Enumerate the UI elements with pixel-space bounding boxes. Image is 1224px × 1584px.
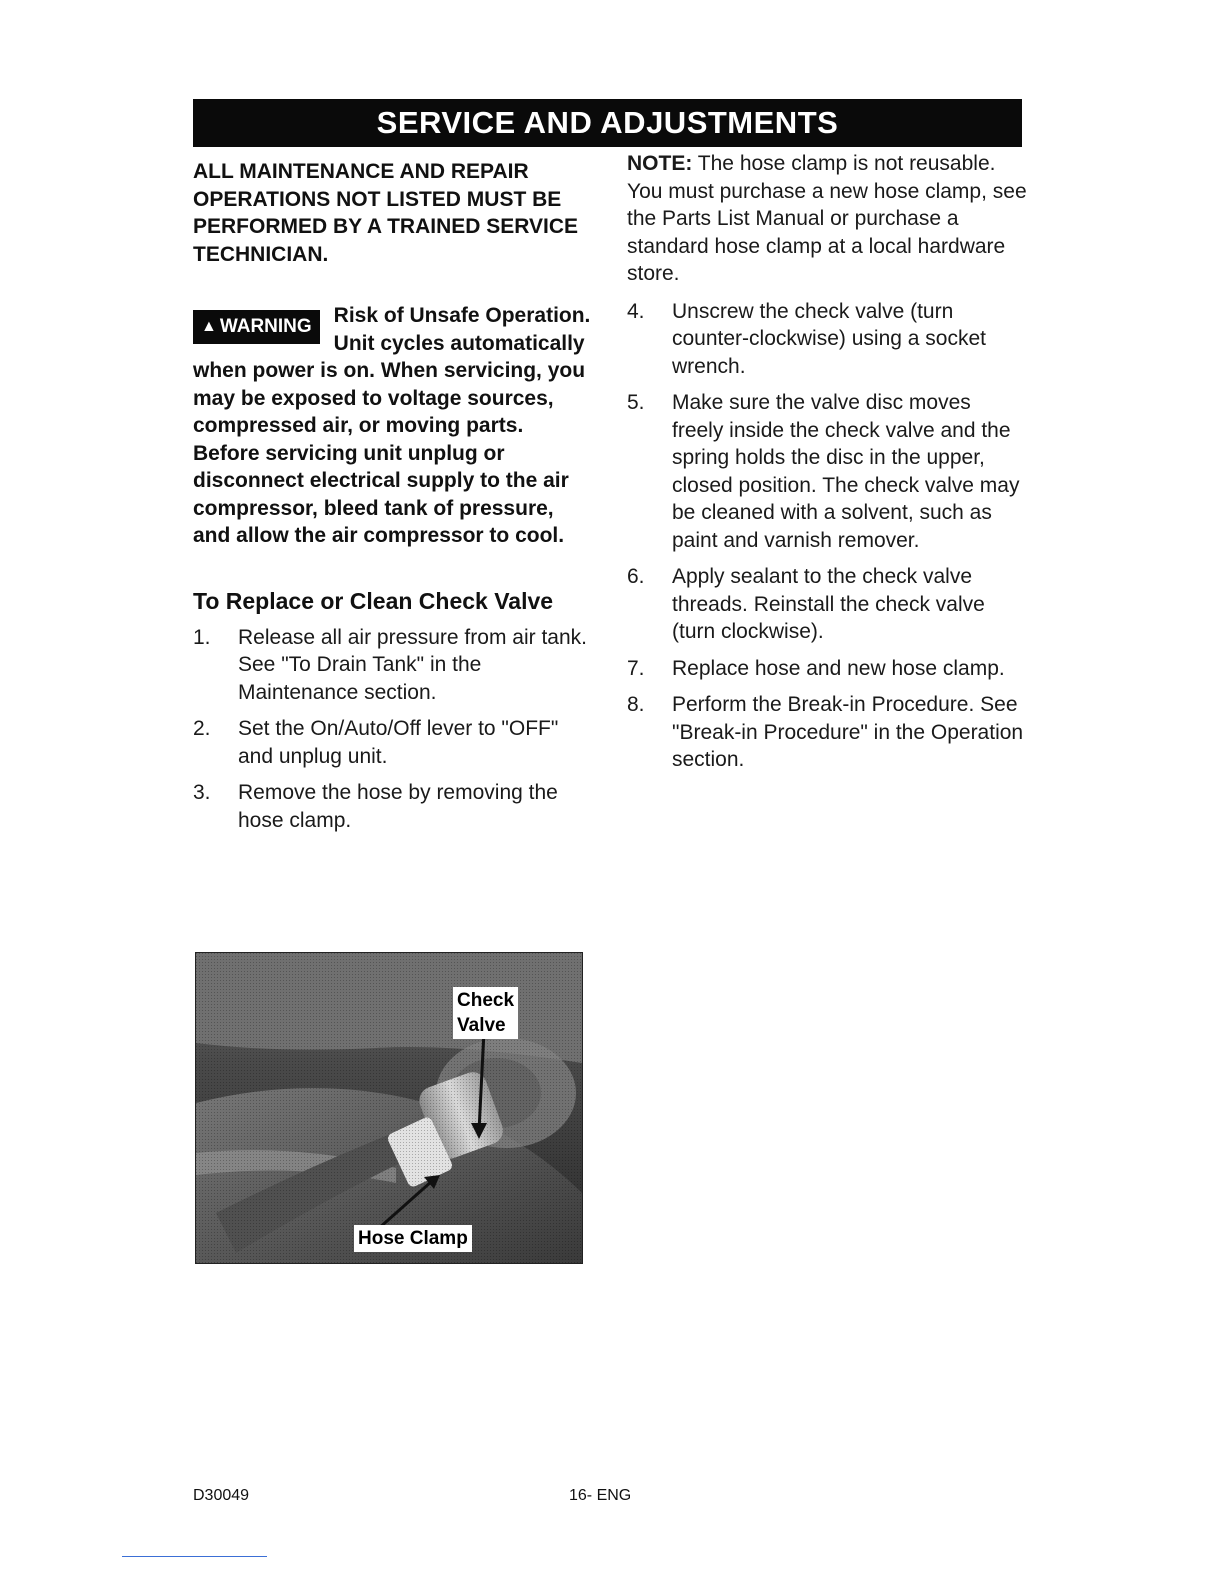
step-number: 6. xyxy=(627,565,645,588)
step-text: Remove the hose by removing the hose clamp. xyxy=(238,781,558,832)
step-item xyxy=(193,779,593,834)
check-valve-callout-line1: Check xyxy=(457,990,515,1011)
step-item xyxy=(627,298,1027,381)
steps-list-left xyxy=(193,624,593,835)
left-column xyxy=(193,158,593,843)
page-number: 16- ENG xyxy=(569,1487,632,1504)
check-valve-photo xyxy=(195,952,583,1264)
right-column xyxy=(627,150,1027,783)
document-code: D30049 xyxy=(193,1487,250,1504)
warning-triangle-icon: ▲ xyxy=(201,318,217,335)
check-valve-callout xyxy=(453,987,518,1039)
step-number: 2. xyxy=(193,717,211,740)
step-text: Unscrew the check valve (turn counter-clockwise) using a socket wrench. xyxy=(672,299,986,378)
warning-badge-label: WARNING xyxy=(219,316,312,337)
step-number: 4. xyxy=(627,299,645,323)
warning-badge xyxy=(193,310,320,344)
maintenance-notice: ALL MAINTENANCE AND REPAIR OPERATIONS NOT LISTED MUST BE PERFORMED BY A TRAINED SERVICE TECHNICIAN. xyxy=(193,160,579,266)
check-valve-callout-line2: Valve xyxy=(457,1015,506,1036)
step-text: Set the On/Auto/Off lever to "OFF" and unplug unit. xyxy=(238,717,559,768)
step-text: Replace hose and new hose clamp. xyxy=(672,656,1005,680)
step-item xyxy=(627,563,1027,646)
step-number: 1. xyxy=(193,625,211,649)
photo-illustration xyxy=(196,953,582,1263)
step-item xyxy=(627,389,1027,554)
note-label: NOTE: xyxy=(627,152,693,175)
steps-list-right xyxy=(627,298,1027,774)
step-number: 8. xyxy=(627,693,645,716)
section-title: To Replace or Clean Check Valve xyxy=(193,587,554,614)
step-item xyxy=(627,655,1027,683)
step-item xyxy=(627,691,1027,774)
step-text: Release all air pressure from air tank. See "To Drain Tank" in the Maintenance section. xyxy=(238,625,587,704)
section-banner-title: SERVICE AND ADJUSTMENTS xyxy=(376,105,839,140)
step-number: 3. xyxy=(193,781,211,804)
note-text: The hose clamp is not reusable. You must purchase a new hose clamp, see the Parts List Manual or purchase a standard hose clamp at a local hardware store. xyxy=(627,152,1027,285)
warning-text: Risk of Unsafe Operation. Unit cycles automatically when power is on. When servicing, you may be exposed to voltage sources, compressed air, or moving parts. Before servicing unit unplug or disconnect electrical supply to the air compressor, bleed tank of pressure, and allow the air compressor to cool. xyxy=(193,304,591,547)
note-paragraph xyxy=(627,150,1027,288)
warning-block xyxy=(193,302,593,550)
step-item xyxy=(193,624,593,707)
step-number: 5. xyxy=(627,391,645,414)
step-text: Perform the Break-in Procedure. See "Break-in Procedure" in the Operation section. xyxy=(672,693,1024,771)
step-item xyxy=(193,715,593,770)
hose-clamp-callout: Hose Clamp xyxy=(354,1225,472,1252)
bottom-rule xyxy=(122,1556,267,1557)
section-banner xyxy=(193,99,1022,147)
step-text: Apply sealant to the check valve threads. Reinstall the check valve (turn clockwise). xyxy=(672,565,985,643)
step-text: Make sure the valve disc moves freely inside the check valve and the spring holds the disc in the upper, closed position. The check valve may be cleaned with a solvent, such as paint and varnish remover. xyxy=(672,391,1020,552)
step-number: 7. xyxy=(627,656,645,680)
